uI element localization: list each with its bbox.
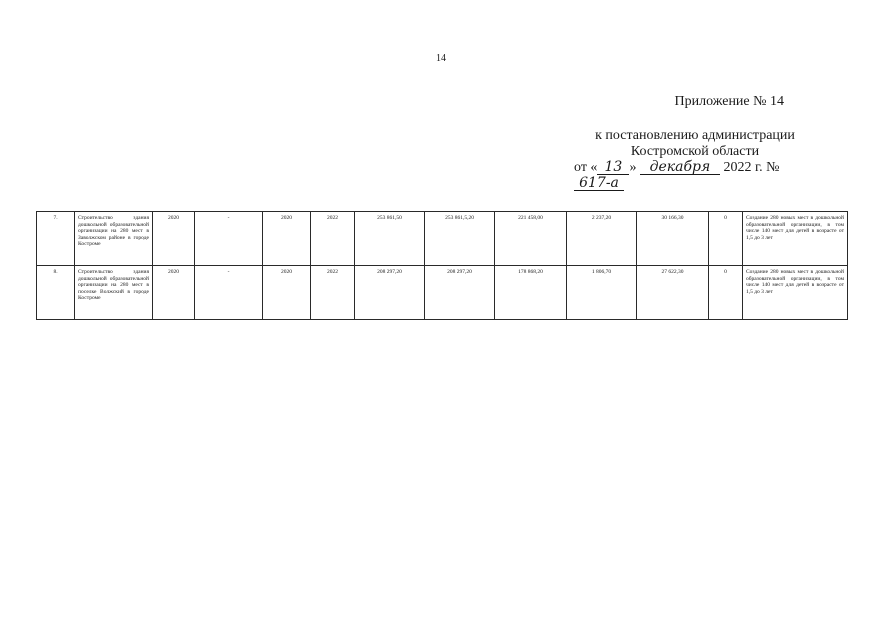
- table-row: [37, 212, 848, 266]
- appendix-title: Приложение № 14: [674, 94, 784, 109]
- cell-value-3: 178 868,20: [495, 266, 567, 320]
- cell-value-1: 208 297,20: [355, 266, 425, 320]
- handwritten-doc-number: 617-а: [574, 176, 624, 191]
- date-year: 2022 г. №: [723, 160, 780, 175]
- cell-value-3: 221 458,00: [495, 212, 567, 266]
- header-line-2: Костромской области: [630, 144, 760, 159]
- date-mid: »: [629, 160, 637, 175]
- cell-year-end: 2022: [311, 266, 355, 320]
- cell-value-4: 2 237,20: [567, 212, 637, 266]
- cell-value-2: 253 861,5,20: [425, 212, 495, 266]
- row-number: 8.: [37, 266, 75, 320]
- cell-value-2: 208 297,20: [425, 266, 495, 320]
- cell-value-1: 253 861,50: [355, 212, 425, 266]
- cell-value-6: 0: [709, 212, 743, 266]
- appendix-header: [560, 94, 830, 192]
- handwritten-month: декабря: [640, 160, 720, 175]
- handwritten-day: 13: [597, 160, 629, 175]
- cell-year-end: 2022: [311, 212, 355, 266]
- table-row: [37, 266, 848, 320]
- decree-date-line: [560, 160, 830, 192]
- cell-year-start: 2020: [153, 212, 195, 266]
- date-prefix: от «: [574, 160, 598, 175]
- result-description: Создание 280 новых мест в дошкольной образовательной организации, в том числе 140 мест для детей в возрасте от 1,5 до 3 лет: [743, 212, 848, 266]
- header-line-1: к постановлению администрации: [595, 128, 795, 143]
- cell-value-6: 0: [709, 266, 743, 320]
- projects-table: [36, 211, 848, 320]
- page-number: 14: [436, 53, 446, 64]
- cell-year-start: 2020: [153, 266, 195, 320]
- cell-value-5: 30 166,30: [637, 212, 709, 266]
- cell-year: 2020: [263, 212, 311, 266]
- object-name: Строительство здания дошкольной образовательной организации на 280 мест в Заволжском районе в городе Костроме: [75, 212, 153, 266]
- cell-year: 2020: [263, 266, 311, 320]
- cell-value-5: 27 622,30: [637, 266, 709, 320]
- row-number: 7.: [37, 212, 75, 266]
- cell-value-4: 1 806,70: [567, 266, 637, 320]
- object-name: Строительство здания дошкольной образовательной организации на 280 мест в поселке Волжский в городе Костроме: [75, 266, 153, 320]
- result-description: Создание 280 новых мест в дошкольной образовательной организации, в том числе 140 мест для детей в возрасте от 1,5 до 3 лет: [743, 266, 848, 320]
- cell-dash: -: [195, 212, 263, 266]
- cell-dash: -: [195, 266, 263, 320]
